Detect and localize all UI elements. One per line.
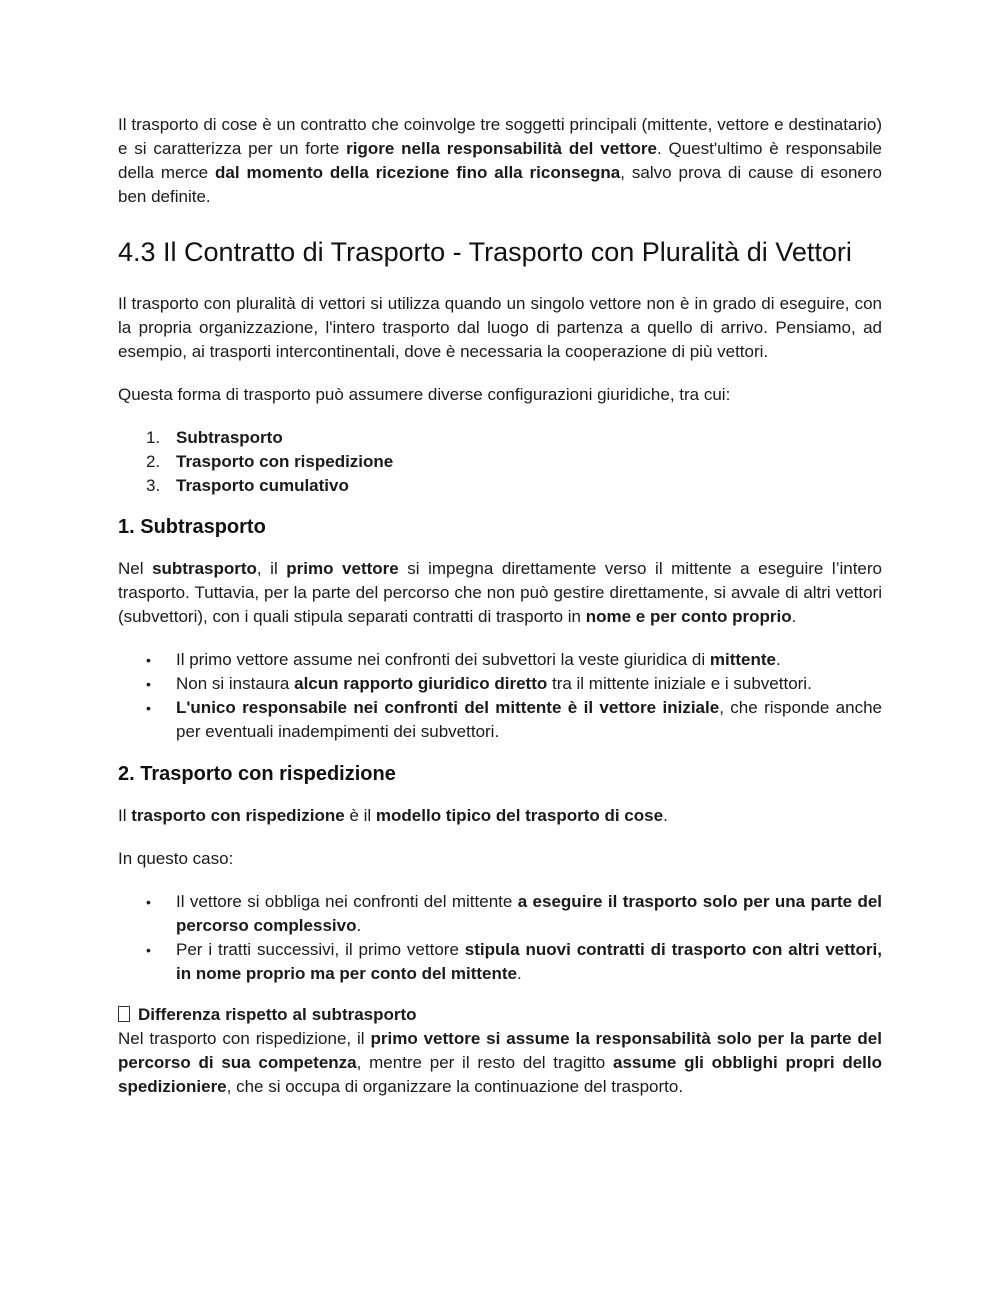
text: Il vettore si obbliga nei confronti del mittente (176, 892, 518, 911)
subsection-heading: 2. Trasporto con rispedizione (118, 763, 396, 785)
bullet-icon: • (146, 942, 151, 958)
list-number: 1. (146, 428, 161, 447)
document-page (118, 113, 882, 1099)
list-item-text (176, 938, 882, 986)
section-title: 4.3 Il Contratto di Trasporto - Trasporto con Pluralità di Vettori (118, 237, 852, 267)
bold-text: trasporto con rispedizione (131, 806, 345, 825)
text: Nel trasporto con rispedizione, il (118, 1029, 371, 1048)
intro-paragraph (118, 113, 882, 209)
text: . (776, 650, 781, 669)
text: Il primo vettore assume nei confronti dei subvettori la veste giuridica di (176, 650, 710, 669)
list-item (118, 648, 882, 672)
text: , mentre per il resto del tragitto (356, 1053, 614, 1072)
text: . (356, 916, 362, 935)
numbered-list (118, 426, 882, 498)
bold-text: L'unico responsabile nei confronti del mittente è il vettore iniziale (176, 698, 720, 717)
bold-text: a eseguire il trasporto solo per una parte del percorso complessivo (176, 892, 883, 935)
list-item-text (176, 648, 882, 672)
list-item (118, 672, 882, 696)
bullet-icon: • (146, 700, 151, 716)
intro-bold: rigore nella responsabilità del vettore (346, 139, 657, 158)
bold-text: primo vettore si assume la responsabilità solo per la parte del percorso di sua competenza (118, 1029, 882, 1072)
intro-text: , salvo prova di cause di esonero ben definite. (118, 163, 882, 206)
text: , il (256, 559, 287, 578)
subsection-heading: 1. Subtrasporto (118, 516, 266, 538)
list-item-label: Trasporto con rispedizione (176, 452, 394, 471)
text: Non si instaura (176, 674, 295, 693)
list-item-text (176, 696, 882, 744)
subsection-paragraph: In questo caso: (118, 849, 234, 868)
missing-glyph-box-icon (118, 1006, 130, 1022)
intro-text: . Quest'ultimo è responsabile della merce (118, 139, 882, 182)
subsection-paragraph (118, 804, 882, 828)
bold-text: mittente (709, 650, 776, 669)
subsection-paragraph (118, 557, 882, 629)
heading-word: rispetto (225, 1005, 288, 1024)
text: . (516, 964, 522, 983)
text: tra il mittente iniziale e i subvettori. (547, 674, 812, 693)
list-item (118, 426, 882, 450)
section-paragraph: Questa forma di trasporto può assumere diverse configurazioni giuridiche, tra cui: (118, 385, 731, 404)
heading-word: al (292, 1005, 307, 1024)
bullet-icon: • (146, 894, 151, 910)
bold-text: modello tipico del trasporto di cose (375, 806, 664, 825)
heading-word: Differenza (138, 1005, 221, 1024)
text: . (663, 806, 668, 825)
text: . (791, 607, 797, 626)
text: Nel (118, 559, 153, 578)
bullet-list (118, 648, 882, 744)
bullet-icon: • (146, 676, 151, 692)
bold-text: assume gli obblighi propri dello spedizioniere (118, 1053, 882, 1096)
text: è il (344, 806, 376, 825)
bold-text: stipula nuovi contratti di trasporto con altri vettori, in nome proprio ma per conto del mittente (176, 940, 882, 983)
text: si impegna direttamente verso il mittente a eseguire l’intero trasporto. Tuttavia, per la parte del percorso che non può gestire direttamente, si avvale di altri vettori (subvettori), con i quali stipula separati contratti di trasporto in (118, 559, 882, 626)
list-item-text (176, 890, 882, 938)
list-number: 3. (146, 476, 161, 495)
list-item-label: Subtrasporto (176, 428, 283, 447)
bullet-list (118, 890, 882, 986)
difference-heading (118, 1003, 882, 1027)
text: , che risponde anche per eventuali inadempimenti dei subvettori. (176, 698, 882, 741)
list-item (118, 890, 882, 938)
difference-paragraph (118, 1027, 882, 1099)
heading-word: subtrasporto (311, 1005, 417, 1024)
bold-text: primo vettore (286, 559, 399, 578)
list-item-label: Trasporto cumulativo (176, 476, 349, 495)
text: , che si occupa di organizzare la continuazione del trasporto. (226, 1077, 684, 1096)
list-item (118, 450, 882, 474)
intro-text: Il trasporto di cose è un contratto che coinvolge tre soggetti principali (mittente, vettore e destinatario) e si caratterizza per un forte (118, 115, 882, 158)
intro-bold: dal momento della ricezione fino alla riconsegna (215, 163, 621, 182)
bullet-icon: • (146, 652, 151, 668)
section-paragraph: Il trasporto con pluralità di vettori si utilizza quando un singolo vettore non è in grado di eseguire, con la propria organizzazione, l'intero trasporto dal luogo di partenza a quello di arrivo. Pensiamo, ad esempio, ai trasporti intercontinentali, dove è necessaria la cooperazione di più vettori. (118, 294, 882, 361)
list-item (118, 938, 882, 986)
bold-text: nome e per conto proprio (585, 607, 792, 626)
list-number: 2. (146, 452, 161, 471)
bold-text: subtrasporto (152, 559, 257, 578)
text: Il (118, 806, 132, 825)
list-item-text (176, 672, 882, 696)
bold-text: alcun rapporto giuridico diretto (294, 674, 548, 693)
text: Per i tratti successivi, il primo vettore (176, 940, 465, 959)
list-item (118, 696, 882, 744)
list-item (118, 474, 882, 498)
